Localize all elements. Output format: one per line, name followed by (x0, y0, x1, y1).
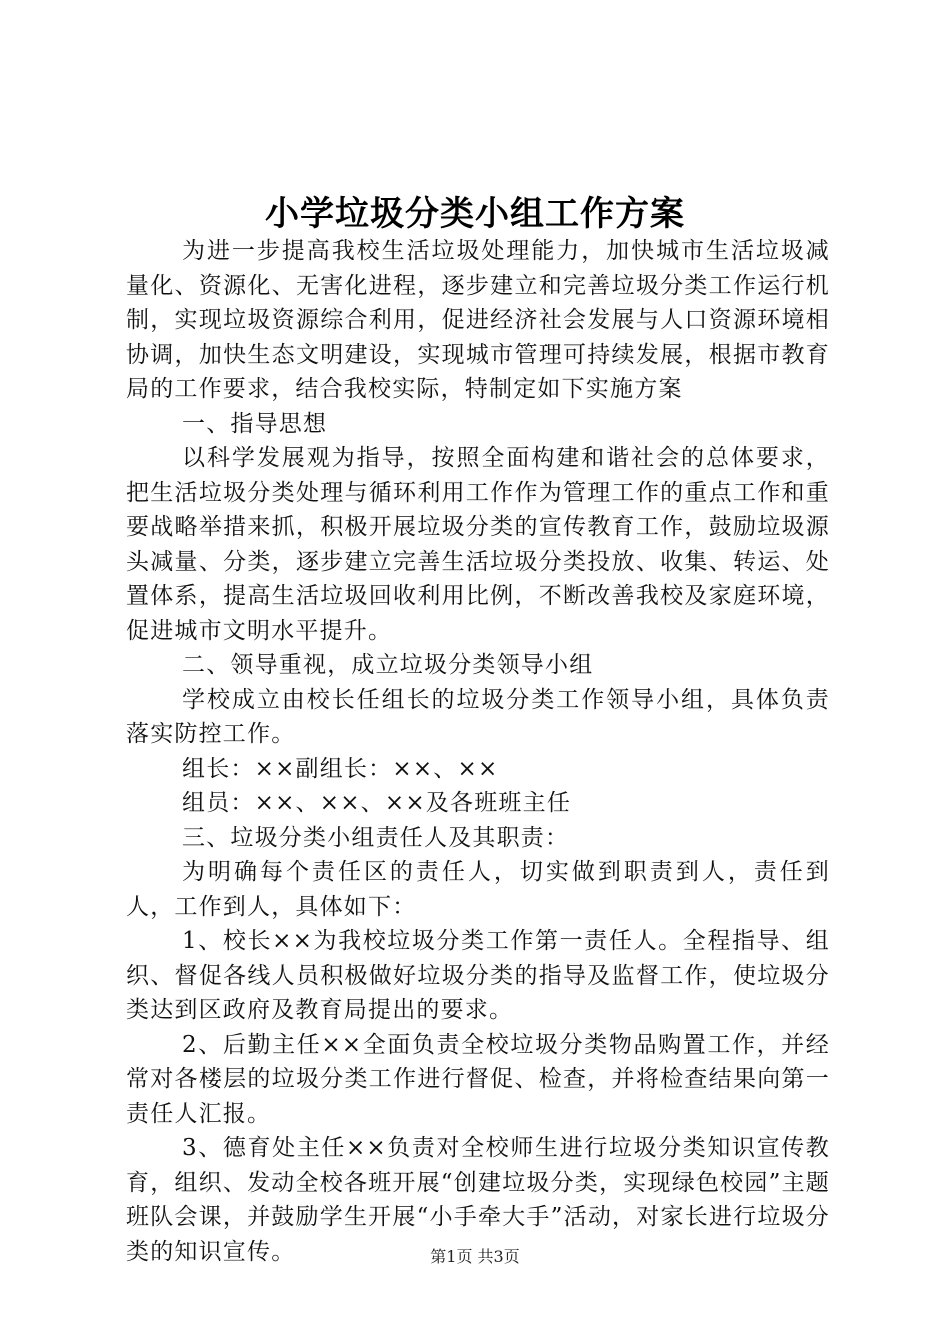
page-number-footer: 第1页 共3页 (430, 1247, 520, 1266)
document-body (126, 234, 830, 1269)
paragraph-guiding-ideology: 以科学发展观为指导，按照全面构建和谐社会的总体要求，把生活垃圾分类处理与循环利用工作作为管理工作的重点工作和重要战略举措来抓，积极开展垃圾分类的宣传教育工作，鼓励垃圾源头减量、分类，逐步建立完善生活垃圾分类投放、收集、转运、处置体系，提高生活垃圾回收利用比例，不断改善我校及家庭环境，促进城市文明水平提升。 (126, 445, 830, 644)
section-heading-responsibilities: 三、垃圾分类小组责任人及其职责： (182, 824, 570, 851)
paragraph-responsibility-1: 1、校长××为我校垃圾分类工作第一责任人。全程指导、组织、督促各线人员积极做好垃圾分类的指导及监督工作，使垃圾分类达到区政府及教育局提出的要求。 (126, 928, 830, 1023)
section-heading-leadership-group: 二、领导重视，成立垃圾分类领导小组 (182, 652, 594, 678)
document-title: 小学垃圾分类小组工作方案 (265, 194, 685, 234)
paragraph-responsibilities-intro: 为明确每个责任区的责任人，切实做到职责到人，责任到人，工作到人，具体如下： (126, 859, 830, 920)
paragraph-group-leaders: 组长：××副组长：××、×× (182, 755, 499, 782)
section-heading-guiding-ideology: 一、指导思想 (182, 410, 328, 437)
paragraph-leadership-group: 学校成立由校长任组长的垃圾分类工作领导小组，具体负责落实防控工作。 (126, 686, 830, 747)
paragraph-group-members: 组员：××、××、××及各班班主任 (182, 790, 572, 816)
paragraph-responsibility-2: 2、后勤主任××全面负责全校垃圾分类物品购置工作，并经常对各楼层的垃圾分类工作进行督促、检查，并将检查结果向第一责任人汇报。 (126, 1031, 830, 1127)
paragraph-responsibility-3: 3、德育处主任××负责对全校师生进行垃圾分类知识宣传教育，组织、发动全校各班开展“创建垃圾分类，实现绿色校园”主题班队会课，并鼓励学生开展“小手牵大手”活动，对家长进行垃圾分类的知识宣传。 (126, 1135, 830, 1265)
paragraph-intro: 为进一步提高我校生活垃圾处理能力，加快城市生活垃圾减量化、资源化、无害化进程，逐步建立和完善垃圾分类工作运行机制，实现垃圾资源综合利用，促进经济社会发展与人口资源环境相协调，加快生态文明建设，实现城市管理可持续发展，根据市教育局的工作要求，结合我校实际，特制定如下实施方案 (126, 238, 830, 402)
